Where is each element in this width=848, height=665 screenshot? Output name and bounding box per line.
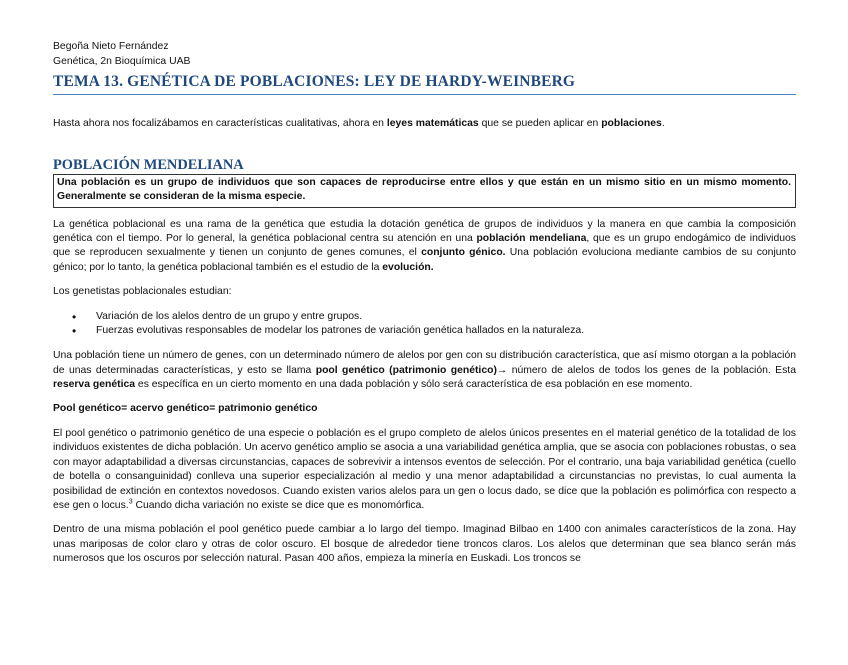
paragraph-study-intro: Los genetistas poblacionales estudian: xyxy=(53,286,232,298)
author-course: Genética, 2n Bioquímica UAB xyxy=(53,55,191,67)
paragraph-genetics: La genética poblacional es una rama de la genética que estudia la dotación genética de grupos de individuos y la manera en que cambia la composición genética con el tiempo. Por lo general, la genética poblacional centra su atención en una población mendeliana, que es un grupo endogámico de individuos que se reproducen sexualmente y tienen un conjunto de genes comunes, el conjunto génico. Una población evoluciona mediante cambios de su conjunto génico; por lo tanto, la genética poblacional también es el estudio de la evolución. xyxy=(53,218,796,273)
arrow-right-icon: → xyxy=(496,364,508,376)
subheading-pool: Pool genético= acervo genético= patrimonio genético xyxy=(53,403,318,415)
author-name: Begoña Nieto Fernández xyxy=(53,41,169,52)
paragraph-pool-detail: El pool genético o patrimonio genético de una especie o población es el grupo completo de alelos únicos presentes en el material genético de la totalidad de los individuos existentes de dicha población. Un acervo genético amplio se asocia a una variabilidad genética amplia, que se asocia con poblaciones robustas, o sea con mayor adaptabilidad a diversas circunstancias, capaces de sobrevivir a intensos eventos de selección. Por el contrario, una baja variabilidad genética (cuello de botella o consanguinidad) conlleva una superior especialización al medio y una menor adaptabilidad a circunstancias no previstas, lo cual aumenta la posibilidad de extinción en contextos novedosos. Cuando existen varios alelos para un gen o locus dado, se dice que la población es polimórfica con respecto a ese gen o locus.$^3$ Cuando dicha variación no existe se dice que es monomórfica. xyxy=(53,427,796,511)
bullet-icon: • xyxy=(72,324,77,339)
bullet-list xyxy=(53,310,796,340)
intro-paragraph: Hasta ahora nos focalizábamos en características cualitativas, ahora en leyes matemáticas que se pueden aplicar en poblaciones. xyxy=(53,118,665,130)
author-block xyxy=(53,40,796,69)
paragraph-bilbao: Dentro de una misma población el pool genético puede cambiar a lo largo del tiempo. Imaginad Bilbao en 1400 con animales característicos de la zona. Hay unas mariposas de color claro y otras de color oscuro. El bosque de alrededor tiene troncos claros. Los alelos que determinan que sea blanco serán más numerosos que los oscuros por selección natural. Pasan 400 años, empieza la minería en Euskadi. Los troncos se xyxy=(53,524,796,565)
definition-box: Una población es un grupo de individuos que son capaces de reproducirse entre ellos y que están en un mismo sitio en un mismo momento. Generalmente se consideran de la misma especie. xyxy=(53,174,796,208)
list-item: • Variación de los alelos dentro de un grupo y entre grupos. xyxy=(72,309,363,324)
list-item: • Fuerzas evolutivas responsables de modelar los patrones de variación genética hallados en la naturaleza. xyxy=(72,324,585,339)
section-heading: POBLACIÓN MENDELIANA xyxy=(53,156,244,173)
paragraph-pool: Una población tiene un número de genes, con un determinado número de alelos por gen con su distribución característica, que así mismo otorgan a la población de unas determinadas características, y esto se llama pool genético (patrimonio genético)→ número de alelos de todos los genes de la población. Esta reserva genética es específica en un cierto momento en una dada población y sólo será característica de esa población en ese momento. xyxy=(53,350,796,391)
bullet-icon: • xyxy=(72,309,77,324)
page-title: TEMA 13. GENÉTICA DE POBLACIONES: LEY DE HARDY-WEINBERG xyxy=(53,75,796,95)
